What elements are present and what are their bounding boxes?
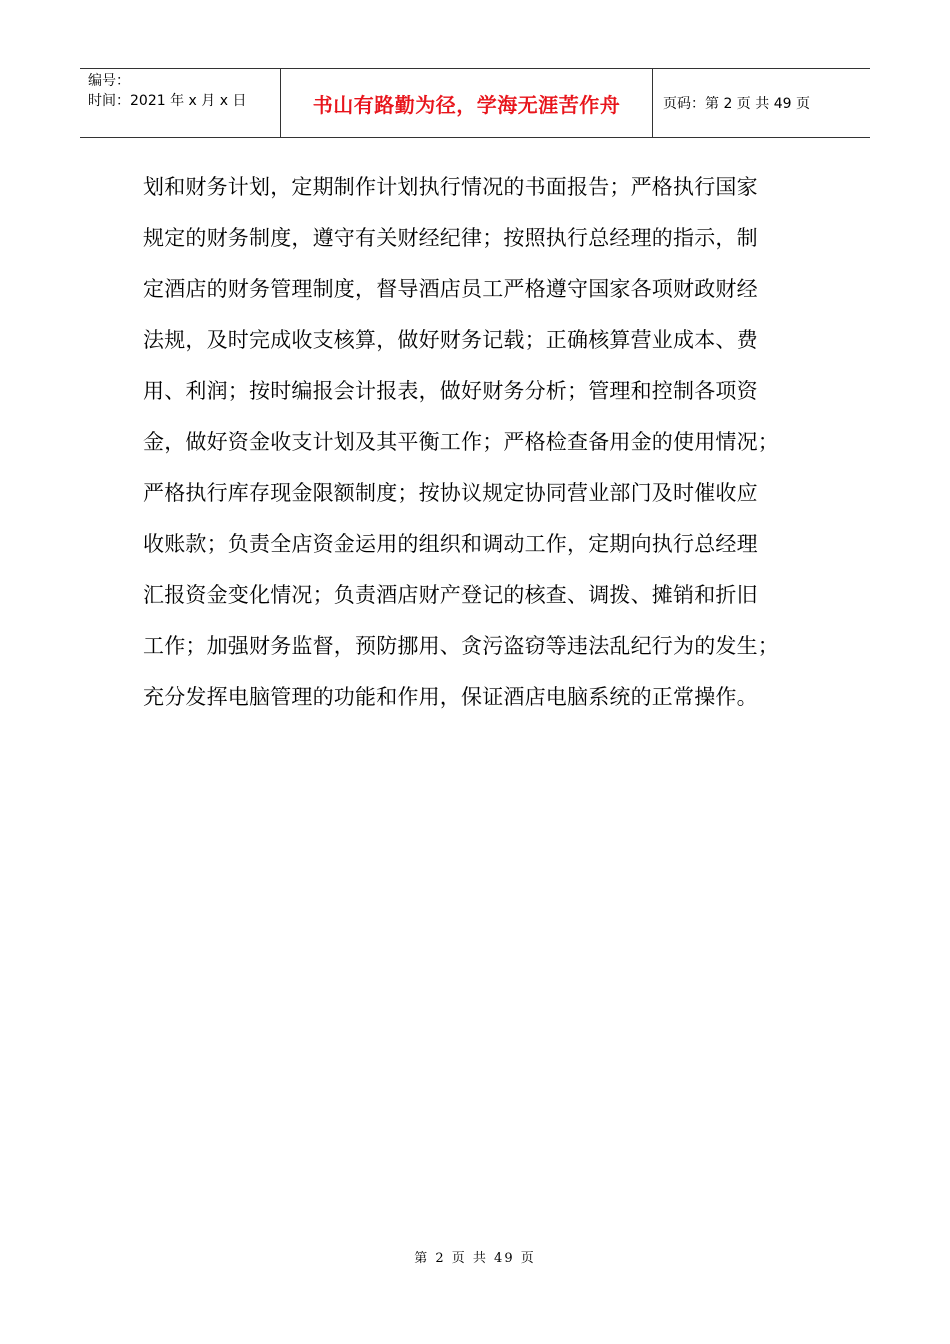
- page-header: [80, 68, 870, 138]
- header-page-info: 页码：第 2 页 共 49 页: [663, 96, 810, 112]
- body-line: 金，做好资金收支计划及其平衡工作；严格检查备用金的使用情况；: [143, 430, 779, 454]
- header-motto: 书山有路勤为径，学海无涯苦作舟: [281, 69, 653, 137]
- body-line: 法规，及时完成收支核算，做好财务记载；正确核算营业成本、费: [143, 328, 758, 352]
- body-line: 用、利润；按时编报会计报表，做好财务分析；管理和控制各项资: [143, 379, 758, 403]
- body-line: 汇报资金变化情况；负责酒店财产登记的核查、调拨、摊销和折旧: [143, 583, 758, 607]
- body-line: 收账款；负责全店资金运用的组织和调动工作，定期向执行总经理: [143, 532, 758, 556]
- document-body: [143, 162, 833, 723]
- page-footer: 第 2 页 共 49 页: [414, 1251, 536, 1266]
- body-line: 严格执行库存现金限额制度；按协议规定协同营业部门及时催收应: [143, 481, 758, 505]
- body-line: 工作；加强财务监督，预防挪用、贪污盗窃等违法乱纪行为的发生；: [143, 634, 779, 658]
- document-number-label: 编号：: [88, 73, 130, 89]
- header-meta: [80, 69, 281, 137]
- body-line: 划和财务计划，定期制作计划执行情况的书面报告；严格执行国家: [143, 175, 758, 199]
- document-time-label: 时间：2021 年 x 月 x 日: [88, 93, 247, 109]
- body-line: 规定的财务制度，遵守有关财经纪律；按照执行总经理的指示，制: [143, 226, 758, 250]
- body-line: 定酒店的财务管理制度，督导酒店员工严格遵守国家各项财政财经: [143, 277, 758, 301]
- body-line: 充分发挥电脑管理的功能和作用，保证酒店电脑系统的正常操作。: [143, 685, 758, 709]
